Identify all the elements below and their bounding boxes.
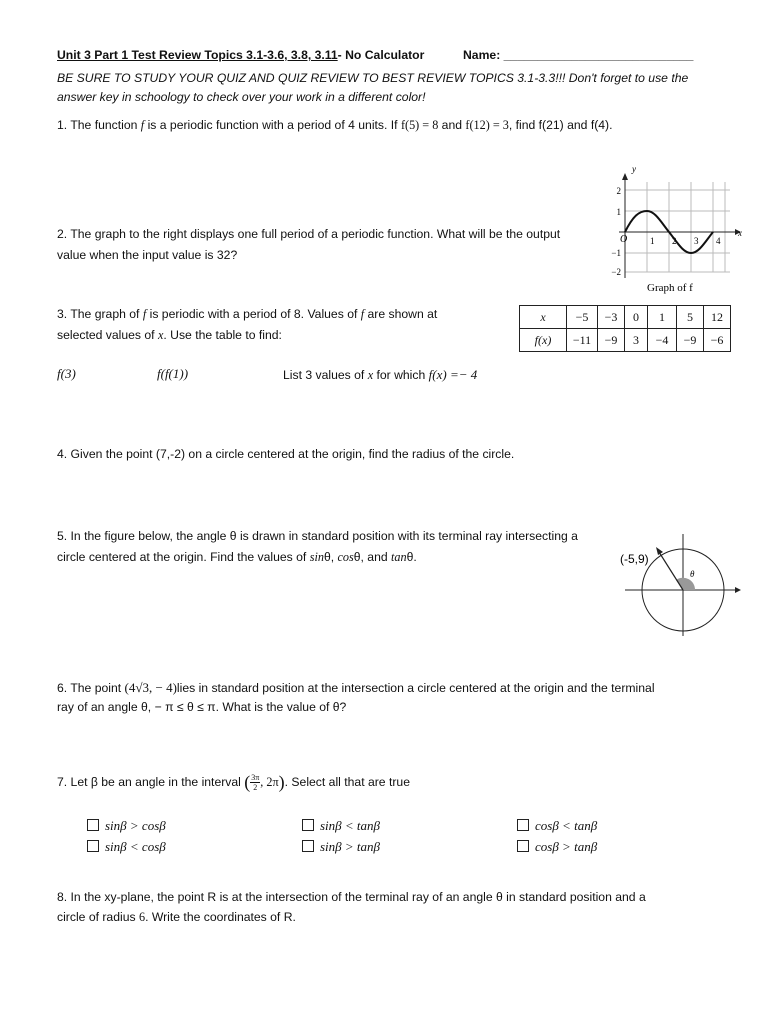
choice-cos-gt-tan[interactable] [517,839,597,855]
q7-frac-den: 2 [253,783,258,793]
q3-text-a: 3. The graph of [57,307,143,321]
graph-origin: O [620,234,628,245]
name-field: Name: ____________________________ [463,48,694,62]
choice-label: cosβ > tanβ [535,839,598,854]
q3-f: f [142,307,147,321]
table-cell: −4 [648,329,677,352]
choice-sin-gt-tan[interactable] [302,839,380,855]
question-8-line-1: 8. In the xy-plane, the point R is at the intersection of the terminal ray of an angle θ in standard position and a [57,890,646,904]
question-2-line-1: 2. The graph to the right displays one full period of a periodic function. What will be the output [57,227,561,241]
checkbox[interactable] [517,840,529,852]
choice-label: sinβ > cosβ [105,818,166,833]
q8-text-a: circle of radius [57,910,139,924]
question-3-line-1 [57,307,437,322]
q3-part-b: f(f(1)) [157,366,189,381]
graph-x-label: x [738,228,742,238]
terminal-ray [659,552,683,590]
table-cell: 12 [704,306,731,329]
x-tick: 1 [650,236,655,246]
notice-line-1: BE SURE TO STUDY YOUR QUIZ AND QUIZ REVIEW TO BEST REVIEW TOPICS 3.1-3.3!!! Don't forget to use the [57,71,689,85]
question-3-line-2 [57,328,282,343]
unit-circle-figure [615,528,750,638]
q3-text-d: selected values of [57,328,158,342]
title-suffix: - No Calculator [337,48,425,62]
choice-sin-lt-tan[interactable] [302,818,380,834]
table-cell: 3 [625,329,648,352]
q5-text-b: θ, [323,550,338,564]
question-1 [57,118,613,133]
table-cell: −5 [567,306,598,329]
q5-tan: tan [391,550,407,564]
q3-text-c: are shown at [364,307,438,321]
question-5-line-1: 5. In the figure below, the angle θ is drawn in standard position with its terminal ray intersecting a [57,529,578,543]
table-cell: 0 [625,306,648,329]
q8-radius: 6 [138,910,146,924]
q8-text-b: . Write the coordinates of R. [145,910,296,924]
graph-y-label: y [632,164,636,174]
question-2-line-2: value when the input value is 32? [57,248,238,262]
q7-suffix: . Select all that are true [284,775,410,789]
table-cell: f(x) [520,329,567,352]
table-cell: −6 [704,329,731,352]
table-cell: −3 [598,306,625,329]
y-tick: −2 [611,267,621,277]
checkbox[interactable] [302,840,314,852]
choice-label: sinβ < cosβ [105,839,166,854]
table-row-x [520,306,731,329]
x-tick: 2 [672,236,677,246]
question-5-line-2 [57,550,417,565]
page-title: Unit 3 Part 1 Test Review Topics 3.1-3.6, 3.8, 3.11 [57,48,338,62]
choice-label: sinβ > tanβ [320,839,381,854]
q3-part-c-text-b: for which [373,368,429,382]
function-table [519,305,731,352]
choice-label: sinβ < tanβ [320,818,381,833]
point-label: (-5,9) [620,552,649,566]
q3-f2: f [360,307,365,321]
q1-eq1: f(5) = 8 [400,118,439,132]
x-tick: 3 [694,236,699,246]
notice-line-2: answer key in schoology to check over your work in a different color! [57,90,426,104]
table-cell: −11 [567,329,598,352]
q3-text-b: is periodic with a period of 8. Values of [146,307,361,321]
question-7: 7. Let β be an angle in the interval ( $\frac{3\pi}{2}$ , 2π). Select all that are true [57,772,410,793]
q7-interval-end: , 2π [260,775,279,789]
q1-text-d: , find f(21) and f(4). [508,118,613,132]
question-6-line-1 [57,680,655,696]
q6-text-b: lies in standard position at the intersection a circle centered at the origin and the terminal [176,681,655,695]
q3-part-a: f(3) [57,366,76,381]
header [57,48,424,62]
checkbox[interactable] [87,819,99,831]
choice-label: cosβ < tanβ [535,818,598,833]
q7-prefix: 7. Let β be an angle in the interval [57,775,245,789]
y-tick: −1 [611,248,621,258]
q1-eq2: f(12) = 3 [465,118,509,132]
table-cell: x [520,306,567,329]
table-cell: 1 [648,306,677,329]
q3-part-c [283,367,477,383]
checkbox[interactable] [302,819,314,831]
graph-caption: Graph of f [647,282,693,294]
table-cell: −9 [598,329,625,352]
y-tick: 1 [616,207,621,217]
table-cell: 5 [677,306,704,329]
q5-sin: sin [309,550,324,564]
table-cell: −9 [677,329,704,352]
q3-text-e: . Use the table to find: [163,328,282,342]
graph-grid [625,182,730,272]
q6-text-a: 6. The point [57,681,125,695]
checkbox[interactable] [517,819,529,831]
q5-cos: cos [337,550,354,564]
q3-part-c-text-a: List 3 values of [283,368,368,382]
q5-text-c: θ, and [353,550,392,564]
q5-text-d: θ. [406,550,417,564]
q5-text-a: circle centered at the origin. Find the values of [57,550,310,564]
question-8-line-2 [57,910,296,925]
q3-x: x [157,328,164,342]
q3-part-c-x: x [367,368,374,382]
table-row-fx [520,329,731,352]
q6-point: (4√3, − 4) [124,680,177,695]
q3-part-c-eq: f(x) =− 4 [428,367,478,382]
angle-label: θ [690,569,695,579]
q7-frac-num: 3π [251,773,260,783]
q1-text-c: and [438,118,466,132]
q1-text-b: is a periodic function with a period of 4 units. If [144,118,401,132]
question-6-line-2: ray of an angle θ, − π ≤ θ ≤ π. What is the value of θ? [57,700,347,714]
y-tick: 2 [616,186,621,196]
checkbox[interactable] [87,840,99,852]
choice-cos-lt-tan[interactable] [517,818,597,834]
choice-sin-gt-cos[interactable] [87,818,166,834]
choice-sin-lt-cos[interactable] [87,839,166,855]
question-4: 4. Given the point (7,-2) on a circle centered at the origin, find the radius of the circle. [57,447,515,461]
x-tick: 4 [716,236,721,246]
q1-f: f [140,118,145,132]
periodic-graph [605,160,755,300]
q1-text-a: 1. The function [57,118,141,132]
q7-fraction [250,773,260,792]
